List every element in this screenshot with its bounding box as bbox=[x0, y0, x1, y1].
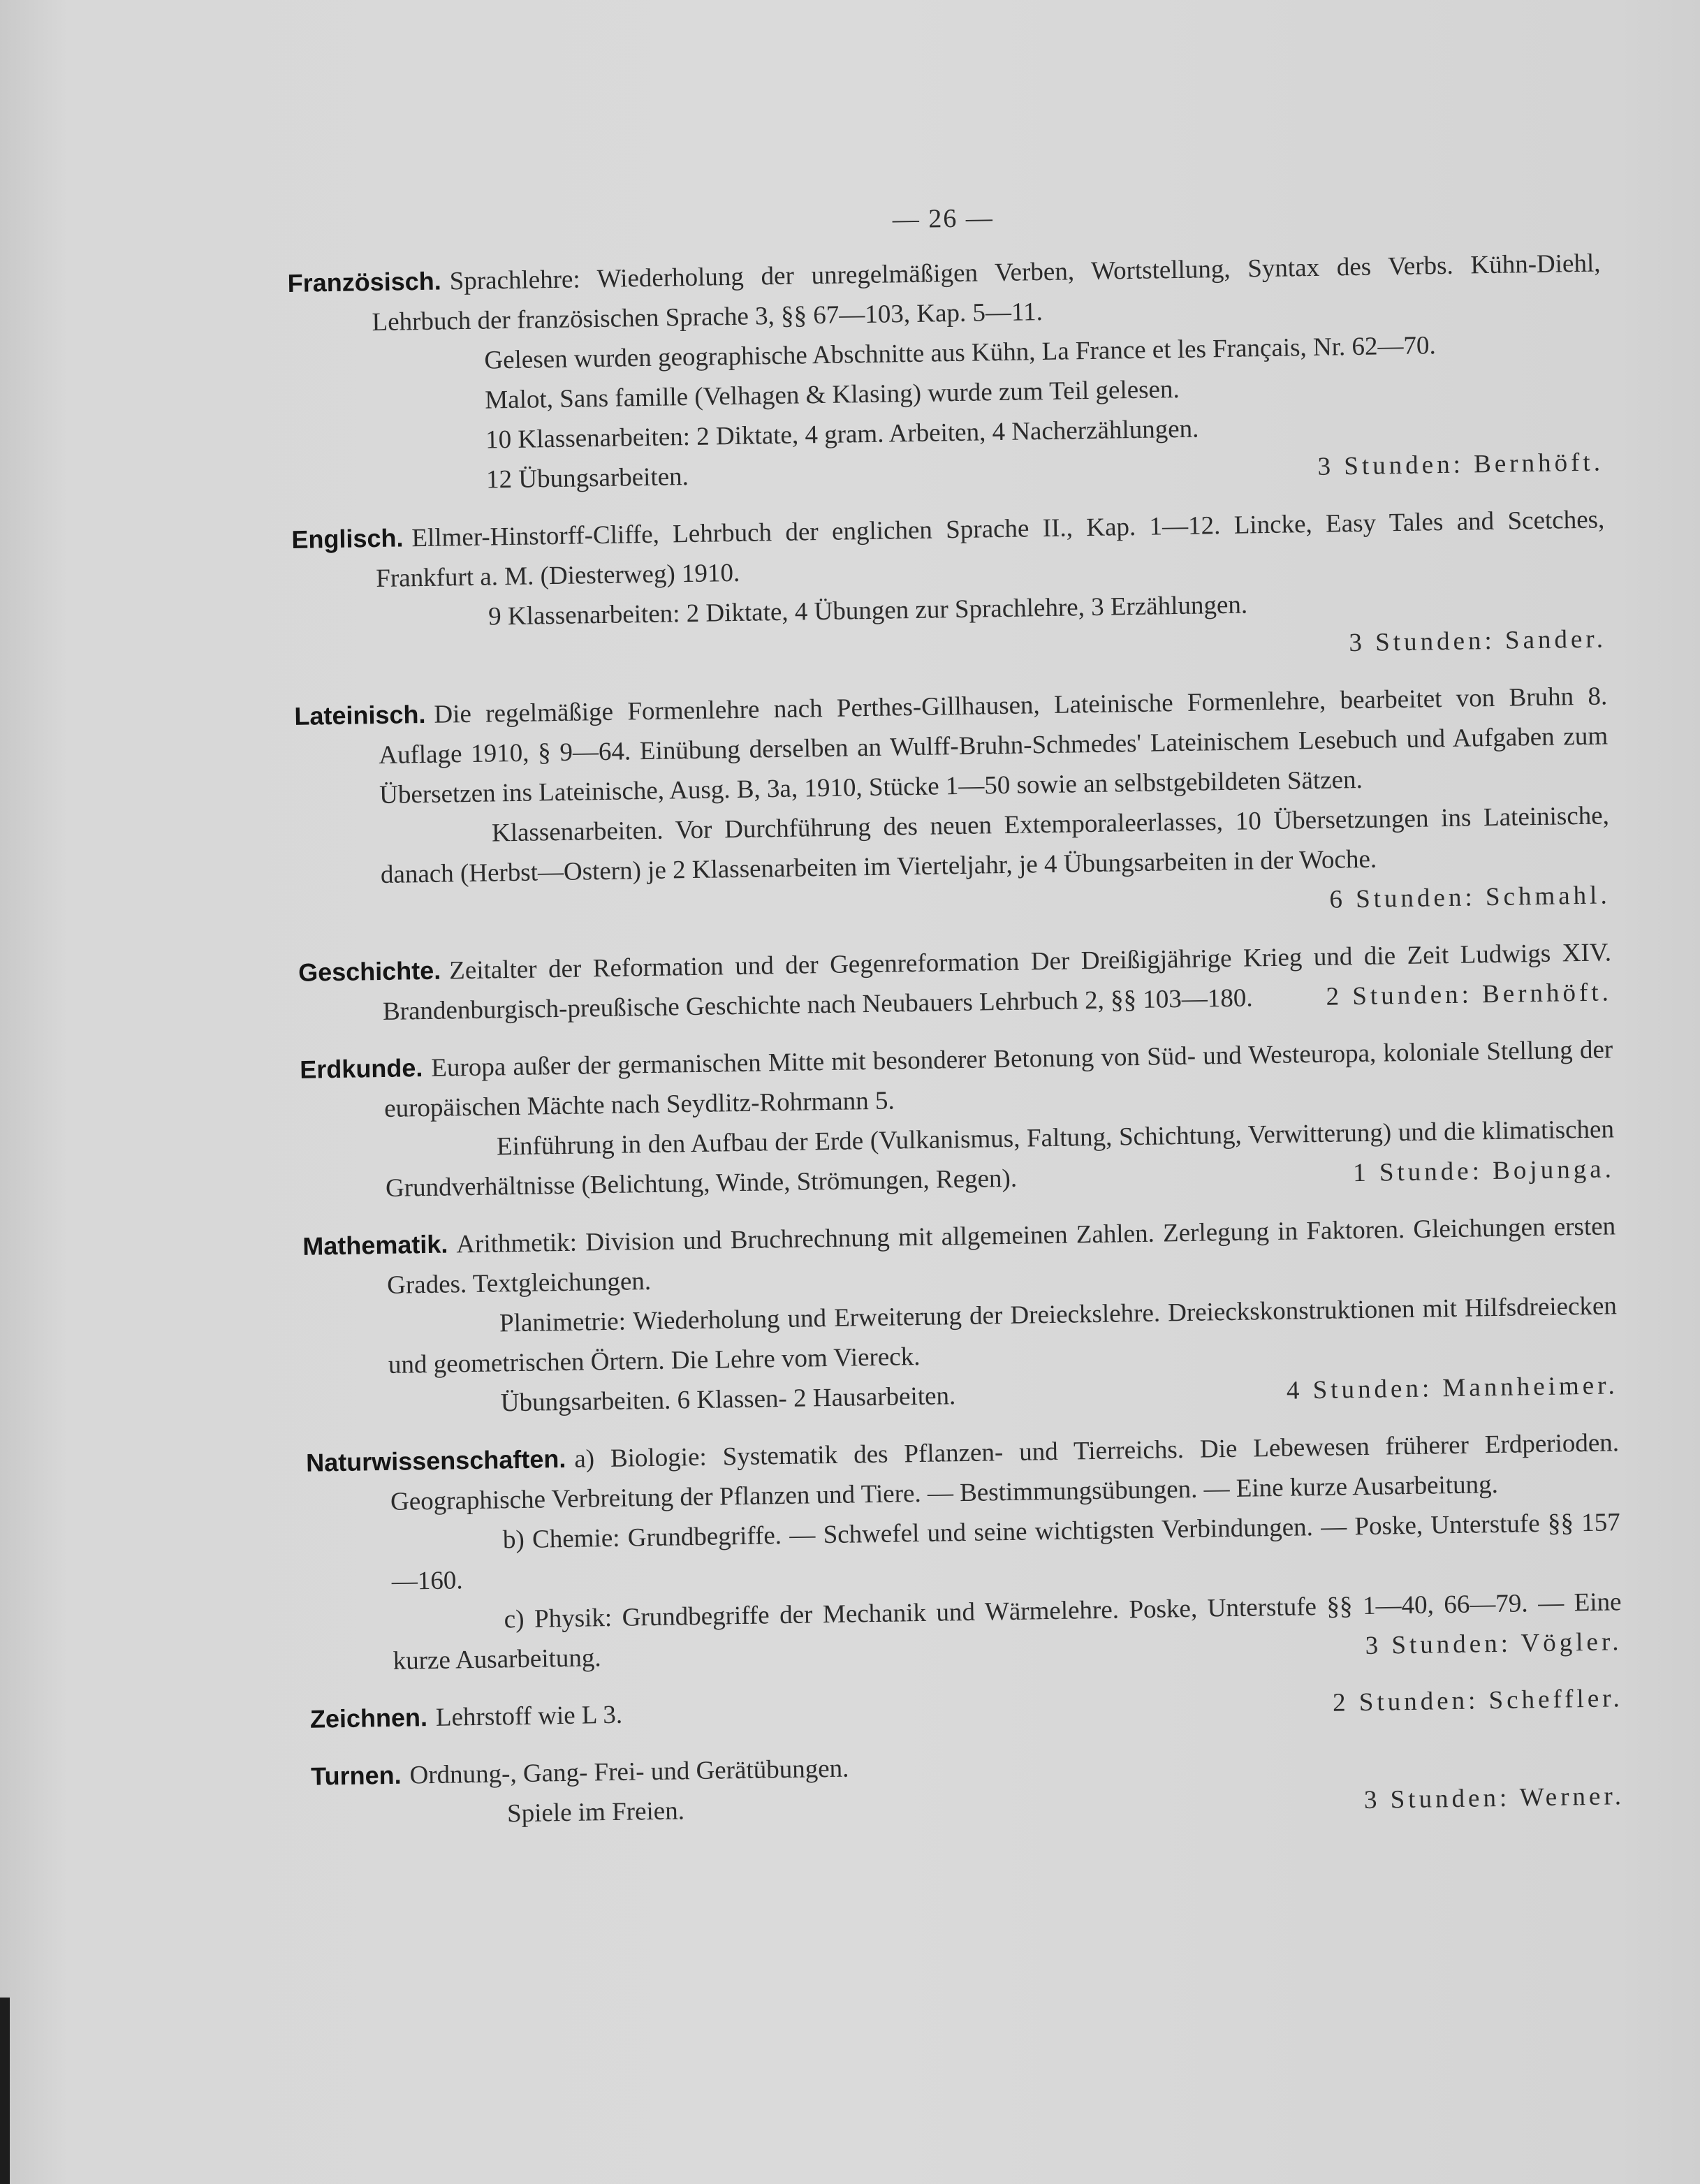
paragraph-text: Übungsarbeiten. 6 Klassen- 2 Hausarbeiten. bbox=[500, 1382, 956, 1418]
subject-heading: Zeichnen. bbox=[309, 1703, 428, 1734]
paragraph-text: c) Physik: Grundbegriffe der Mechanik und Wärmelehre. Poske, Unterstufe §§ 1—40, 66—79. — Eine kurze Ausarbeitung. bbox=[393, 1588, 1622, 1676]
document-page bbox=[286, 189, 1625, 1853]
section-naturwissenschaften bbox=[306, 1422, 1622, 1682]
page-number: — 26 — bbox=[892, 203, 995, 235]
paragraph: b) Chemie: Grundbegriffe. — Schwefel und seine wichtigsten Verbindungen. — Poske, Unterstufe §§ 157—160. bbox=[391, 1508, 1621, 1596]
paragraph-text: Spiele im Freien. bbox=[506, 1796, 685, 1828]
paragraph: Gelesen wurden geographische Abschnitte aus Kühn, La France et les Français, Nr. 62—70. bbox=[484, 331, 1437, 375]
subject-heading: Lateinisch. bbox=[294, 699, 426, 731]
teacher-hours: 3 Stunden: Vögler. bbox=[1365, 1627, 1622, 1660]
paragraph-text: Einführung in den Aufbau der Erde (Vulkanismus, Faltung, Schichtung, Verwitterung) und die klimatischen Grundverhältnisse (Belichtung, Winde, Strömungen, Regen). bbox=[385, 1115, 1615, 1203]
paragraph bbox=[298, 932, 1613, 1033]
paragraph bbox=[294, 675, 1609, 816]
paragraph-text: Klassenarbeiten. Vor Durchführung des neuen Extemporaleerlasses, 10 Übersetzungen ins Lateinische, danach (Herbst—Ostern) je 2 Klassenarbeiten im Vierteljahr, je 4 Übungsarbeiten in der Woche. bbox=[380, 801, 1610, 889]
teacher-hours: 6 Stunden: Schmahl. bbox=[1329, 881, 1611, 914]
section-turnen bbox=[311, 1736, 1625, 1837]
section-mathematik bbox=[302, 1205, 1618, 1426]
subject-heading: Naturwissenschaften. bbox=[305, 1444, 566, 1477]
paragraph-text: 12 Übungsarbeiten. bbox=[485, 462, 689, 494]
teacher-hours: 3 Stunden: Sander. bbox=[1349, 624, 1607, 658]
section-zeichnen bbox=[310, 1678, 1624, 1740]
paragraph: 9 Klassenarbeiten: 2 Diktate, 4 Übungen zur Sprachlehre, 3 Erzählungen. bbox=[488, 590, 1248, 631]
subject-heading: Französisch. bbox=[287, 266, 442, 298]
paragraph: Planimetrie: Wiederholung und Erweiterung der Dreieckslehre. Dreieckskonstruktionen mit Hilfsdreiecken und geometrischen Örtern. Die Lehre vom Viereck. bbox=[388, 1291, 1618, 1379]
paragraph-text: a) Biologie: Systematik des Pflanzen- und Tierreichs. Die Lebewesen früherer Erdperioden. Geographische Verbreitung der Pflanzen und Tiere. — Bestimmungsübungen. — Eine kurze Ausarbeitung. bbox=[390, 1428, 1620, 1516]
teacher-hours: 3 Stunden: Werner. bbox=[1363, 1782, 1625, 1815]
scan-edge-shadow bbox=[0, 1998, 10, 2184]
paragraph-text: Lehrstoff wie L 3. bbox=[435, 1700, 623, 1732]
paragraph-text: Ordnung-, Gang- Frei- und Gerätübungen. bbox=[409, 1754, 849, 1790]
subject-heading: Turnen. bbox=[310, 1760, 402, 1791]
paragraph-text: Die regelmäßige Formenlehre nach Perthes-Gillhausen, Lateinische Formenlehre, bearbeitet von Bruhn 8. Auflage 1910, § 9—64. Einübung derselben an Wulff-Bruhn-Schmedes' Lateinischem Lesebuch und Aufgaben zum Übersetzen ins Lateinische, Ausg. B, 3a, 1910, Stücke 1—50 sowie an selbstgebildeten Sätzen. bbox=[378, 682, 1609, 810]
paragraph-text: Arithmetik: Division und Bruchrechnung mit allgemeinen Zahlen. Zerlegung in Faktoren. Gleichungen ersten Grades. Textgleichungen. bbox=[386, 1212, 1616, 1300]
subject-heading: Geschichte. bbox=[298, 955, 441, 987]
teacher-hours: 2 Stunden: Scheffler. bbox=[1332, 1684, 1624, 1717]
paragraph: 10 Klassenarbeiten: 2 Diktate, 4 gram. Arbeiten, 4 Nacherzählungen. bbox=[485, 414, 1199, 455]
paragraph-text: Ellmer-Hinstorff-Cliffe, Lehrbuch der englichen Sprache II., Kap. 1—12. Lincke, Easy Tales and Scetches, Frankfurt a. M. (Diesterweg) 1910. bbox=[375, 505, 1605, 594]
teacher-hours: 2 Stunden: Bernhöft. bbox=[1326, 978, 1613, 1011]
section-englisch bbox=[291, 499, 1606, 680]
paragraph-text: Sprachlehre: Wiederholung der unregelmäßigen Verben, Wortstellung, Syntax des Verbs. Kühn-Diehl, Lehrbuch der französischen Sprache 3, §§ 67—103, Kap. 5—11. bbox=[372, 249, 1601, 337]
paragraph: Malot, Sans famille (Velhagen & Klasing) wurde zum Teil gelesen. bbox=[485, 374, 1180, 415]
section-erdkunde bbox=[300, 1029, 1615, 1210]
section-lateinisch bbox=[294, 675, 1611, 935]
paragraph bbox=[310, 1678, 1624, 1740]
paragraph-text: Europa außer der germanischen Mitte mit besonderer Betonung von Süd- und Westeuropa, koloniale Stellung der europäischen Mächte nach Seydlitz-Rohrmann 5. bbox=[383, 1035, 1613, 1123]
subject-heading: Mathematik. bbox=[302, 1229, 448, 1261]
section-geschichte bbox=[298, 932, 1613, 1033]
teacher-hours: 4 Stunden: Mannheimer. bbox=[1286, 1371, 1619, 1405]
subject-heading: Erdkunde. bbox=[300, 1053, 423, 1084]
teacher-hours: 1 Stunde: Bojunga. bbox=[1352, 1155, 1615, 1188]
section-franzoesisch bbox=[287, 242, 1604, 502]
teacher-hours: 3 Stunden: Bernhöft. bbox=[1317, 448, 1604, 481]
paragraph-text: Zeitalter der Reformation und der Gegenreformation Der Dreißigjährige Krieg und die Zeit Ludwigs XIV. Brandenburgisch-preußische Geschichte nach Neubauers Lehrbuch 2, §§ 103—180. bbox=[382, 938, 1612, 1026]
subject-heading: Englisch. bbox=[291, 523, 404, 554]
